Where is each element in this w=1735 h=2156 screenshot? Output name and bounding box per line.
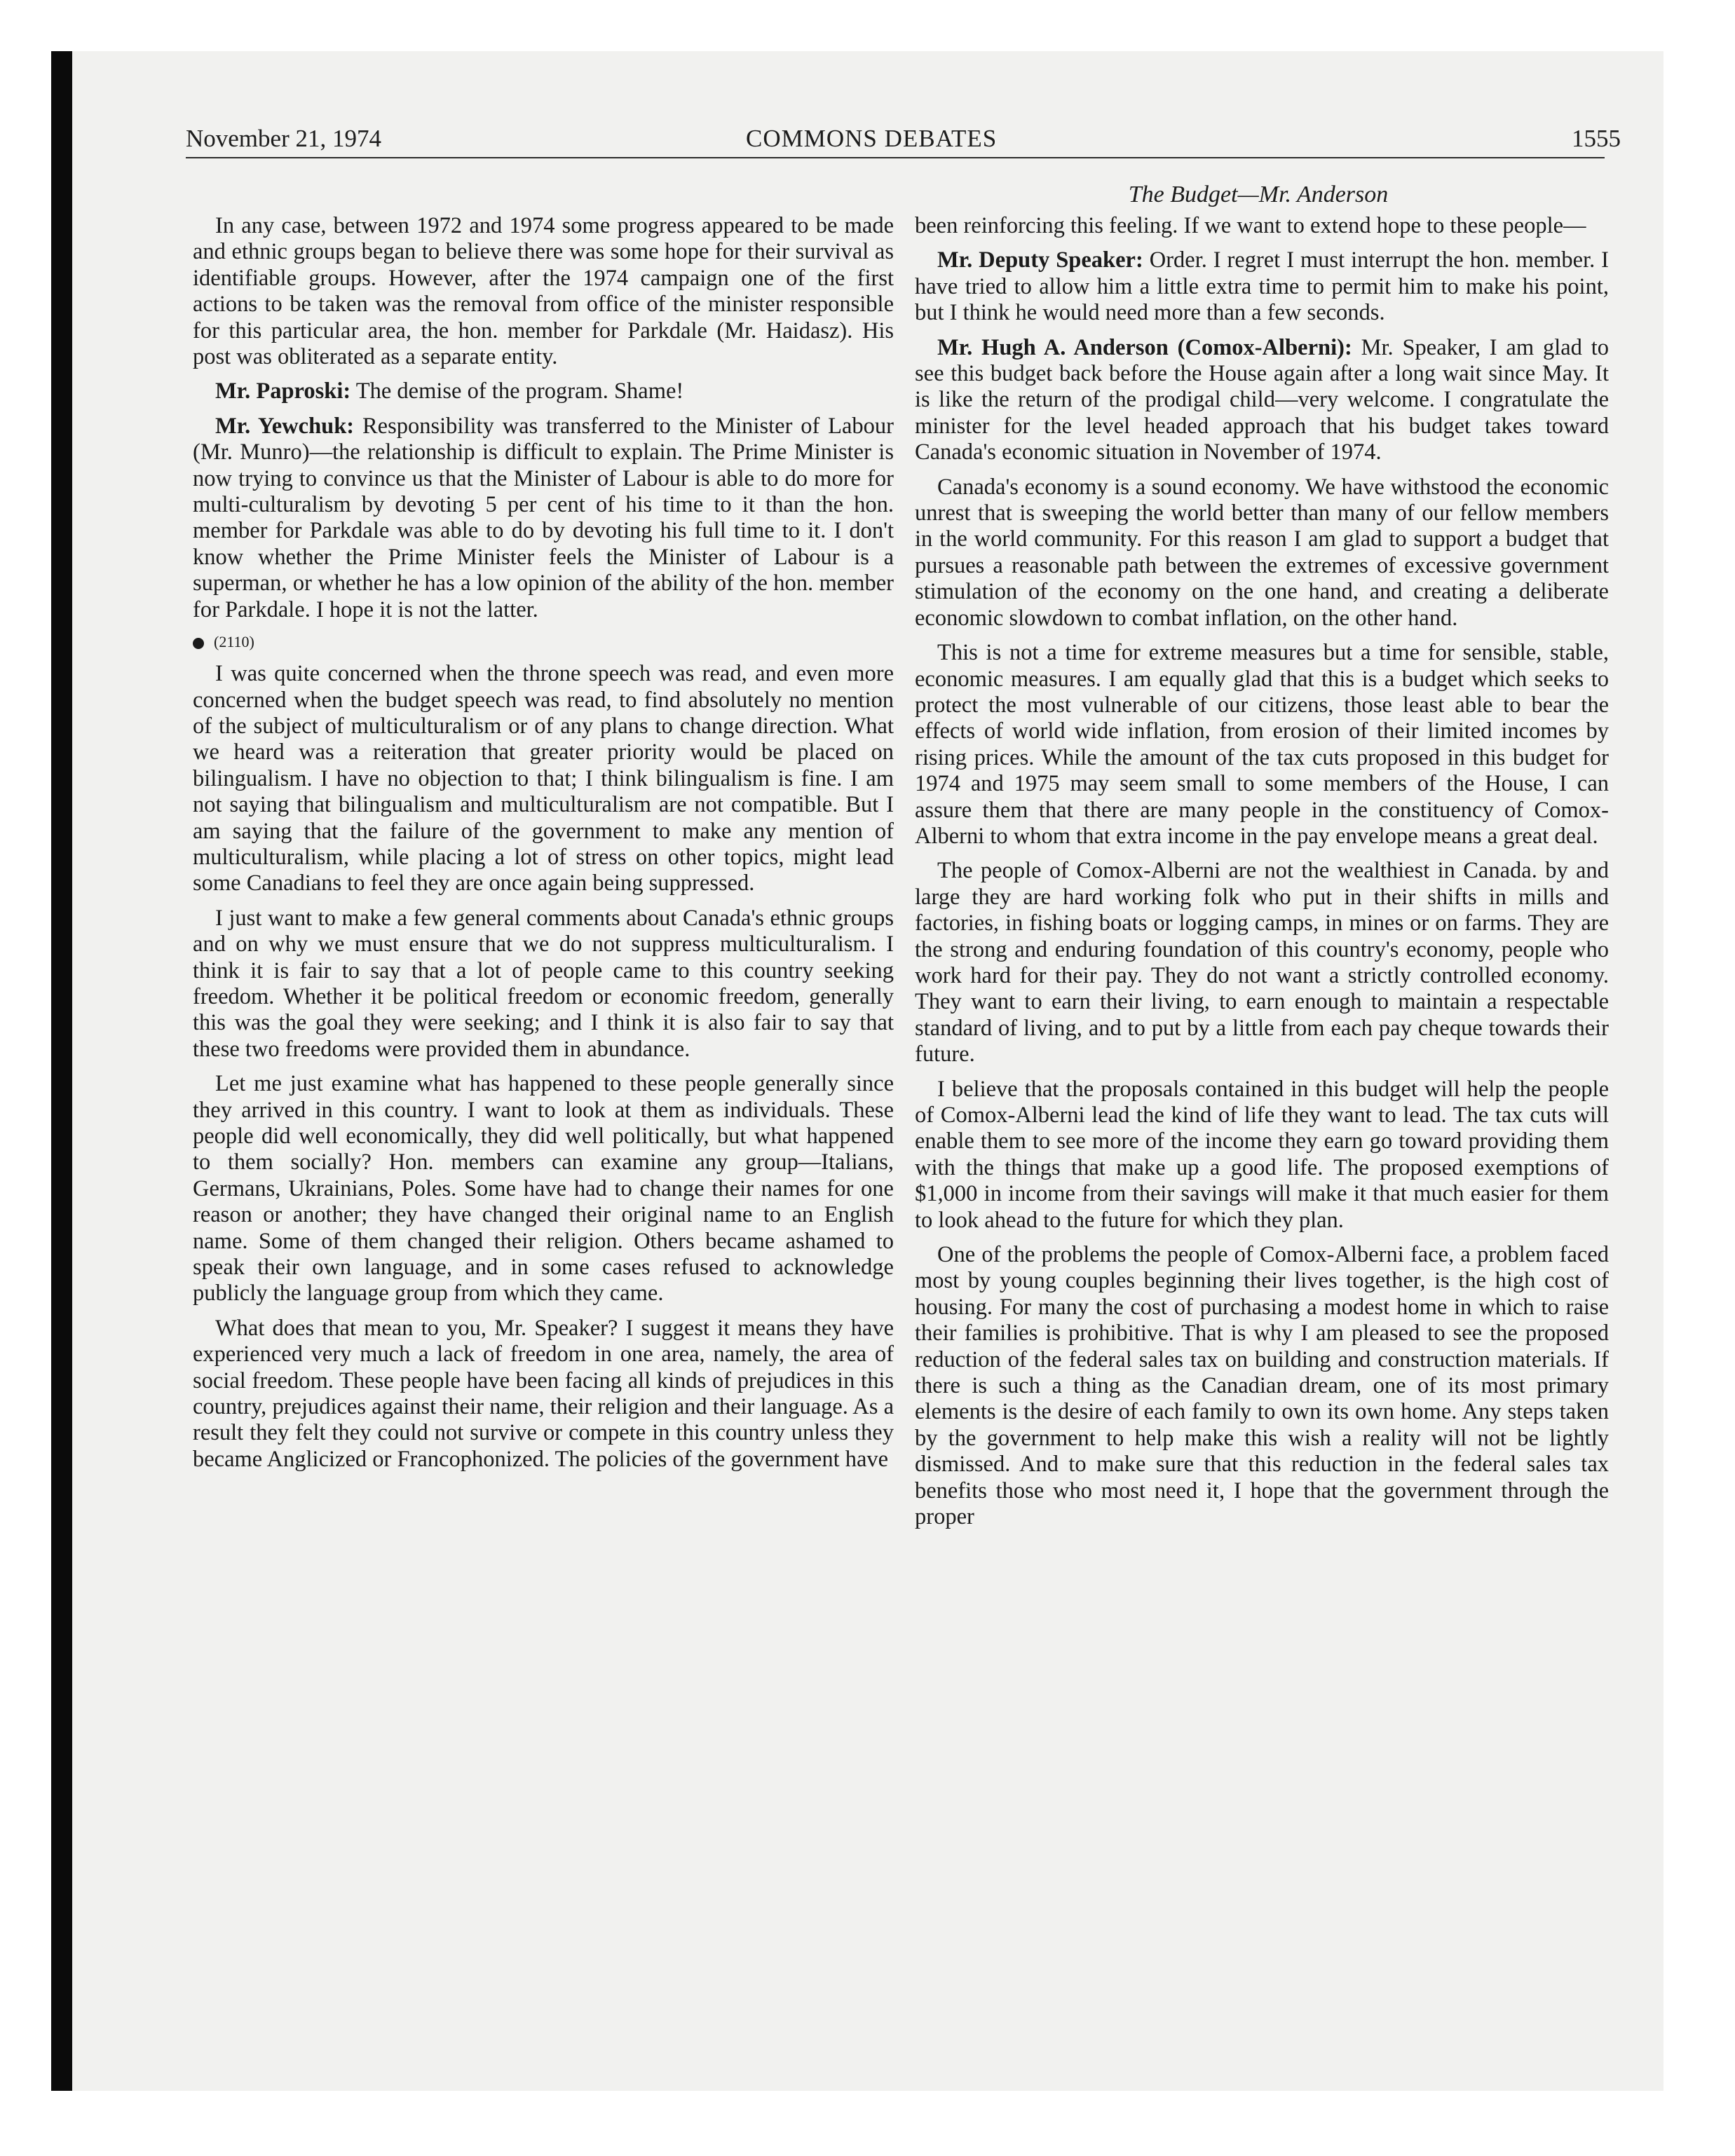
paragraph: What does that mean to you, Mr. Speaker? I suggest it means they have experienced very much a lack of freedom in one area, namely, the area of social freedom. These people have been facing all kinds of prejudices in this country, prejudices against their name, their religion and their language. As a result they felt they could not survive or compete in this country unless they became Anglicized or Francophonized. The policies of the government have bbox=[193, 1315, 894, 1472]
paragraph: One of the problems the people of Comox-Alberni face, a problem faced most by young couples beginning their lives together, is the high cost of housing. For many the cost of purchasing a modest home in which to raise their families is prohibitive. That is why I am pleased to see the proposed reduction of the federal sales tax on building and construction materials. If there is such a thing as the Canadian dream, one of its most primary elements is the desire of each family to own its own home. Any steps taken by the government to help make this wish a reality will not be lightly dismissed. And to make sure that this reduction in the federal sales tax benefits those who most need it, I hope that the government through the proper bbox=[915, 1242, 1609, 1530]
scan-edge-shadow bbox=[51, 51, 72, 2091]
paragraph: This is not a time for extreme measures but a time for sensible, stable, economic measures. I am equally glad that this is a budget which seeks to protect the most vulnerable of our citizens, those least able to bear the effects of world wide inflation, from erosion of their limited incomes by rising prices. While the amount of the tax cuts proposed in this budget for 1974 and 1975 may seem small to some members of the House, I can assure them that there are many people in the constituency of Comox-Alberni to whom that extra income in the pay envelope means a great deal. bbox=[915, 640, 1609, 849]
speaker-name: Mr. Deputy Speaker: bbox=[937, 247, 1143, 273]
paragraph: Let me just examine what has happened to these people generally since they arrived in this country. I want to look at them as individuals. These people did well economically, they did well politically, but what happened to them socially? Hon. members can examine any group—Italians, Germans, Ukrainians, Poles. Some have had to change their names for one reason or another; they have changed their original name to an English name. Some of them changed their religion. Others became ashamed to speak their own language, and in some cases refused to acknowledge publicly the language group from which they came. bbox=[193, 1071, 894, 1306]
header-title: COMMONS DEBATES bbox=[746, 125, 998, 152]
speech-paragraph bbox=[193, 414, 894, 623]
speaker-name: Mr. Paproski: bbox=[215, 378, 351, 404]
speech-paragraph bbox=[915, 247, 1609, 326]
left-column bbox=[193, 213, 894, 1481]
bullet-icon bbox=[193, 638, 204, 649]
page-number: 1555 bbox=[1572, 125, 1621, 152]
section-subheader: The Budget—Mr. Anderson bbox=[1128, 182, 1389, 207]
speaker-name: Mr. Hugh A. Anderson (Comox-Alberni): bbox=[937, 334, 1352, 360]
speech-text: Responsibility was transferred to the Minister of Labour (Mr. Munro)—the relationship is difficult to explain. The Prime Minister is now trying to convince us that the Minister of Labour is able to do more for multi-culturalism by devoting 5 per cent of his time to it than the hon. member for Parkdale was able to do by devoting his full time to it. I don't know whether the Prime Minister feels the Minister of Labour is a superman, or whether he has a low opinion of the ability of the hon. member for Parkdale. I hope it is not the latter. bbox=[193, 413, 894, 622]
paragraph: The people of Comox-Alberni are not the wealthiest in Canada. by and large they are hard working folk who put in their shifts in mills and factories, in fishing boats or logging camps, in mines or on farms. They are the strong and enduring foundation of this country's economy, people who work hard for their pay. They do not want a strictly controlled economy. They want to earn their living, to earn enough to maintain a respectable standard of living, and to put by a little from each pay cheque towards their future. bbox=[915, 858, 1609, 1067]
speech-paragraph bbox=[193, 378, 894, 404]
speech-text: Mr. Speaker, I am glad to see this budget back before the House again after a long wait since May. It is like the return of the prodigal child—very welcome. I congratulate the minister for the level headed approach that his budget takes toward Canada's economic situation in November of 1974. bbox=[915, 334, 1609, 465]
time-marker bbox=[193, 632, 894, 653]
paragraph: I was quite concerned when the throne speech was read, and even more concerned when the budget speech was read, to find absolutely no mention of the subject of multiculturalism or of any plans to change direction. What we heard was a reiteration that greater priority would be placed on bilingualism. I have no objection to that; I think bilingualism is fine. I am not saying that bilingualism and multiculturalism are not compatible. But I am saying that the failure of the government to make any mention of multiculturalism, while placing a lot of stress on other topics, might lead some Canadians to feel they are once again being suppressed. bbox=[193, 661, 894, 896]
speech-text: The demise of the program. Shame! bbox=[355, 378, 684, 404]
time-marker-text: (2110) bbox=[214, 633, 254, 651]
speaker-name: Mr. Yewchuk: bbox=[215, 413, 355, 439]
paragraph: I believe that the proposals contained in this budget will help the people of Comox-Alberni lead the kind of life they want to lead. The tax cuts will enable them to see more of the income they earn go toward providing them with the things that make up a good life. The proposed exemptions of $1,000 in income from their savings will make it that much easier for them to look ahead to the future for which they plan. bbox=[915, 1076, 1609, 1233]
paragraph: I just want to make a few general comments about Canada's ethnic groups and on why we must ensure that we do not suppress multiculturalism. I think it is fair to say that a lot of people came to this country seeking freedom. Whether it be political freedom or economic freedom, generally this was the goal they were seeking; and I think it is also fair to say that these two freedoms were provided them in abundance. bbox=[193, 905, 894, 1062]
paragraph: Canada's economy is a sound economy. We have withstood the economic unrest that is sweeping the world better than many of our fellow members in the world community. For this reason I am glad to support a budget that pursues a reasonable path between the extremes of excessive government stimulation of the economy on the one hand, and creating a deliberate economic slowdown to combat inflation, on the other hand. bbox=[915, 474, 1609, 631]
speech-text: Order. I regret I must interrupt the hon. member. I have tried to allow him a little extra time to permit him to make his point, but I think he would need more than a few seconds. bbox=[915, 247, 1609, 326]
paragraph: been reinforcing this feeling. If we want to extend hope to these people— bbox=[915, 213, 1586, 238]
header-date: November 21, 1974 bbox=[186, 125, 381, 152]
right-column bbox=[915, 213, 1609, 1539]
header-rule bbox=[186, 157, 1605, 158]
paragraph: In any case, between 1972 and 1974 some progress appeared to be made and ethnic groups began to believe there was some hope for their survival as identifiable groups. However, after the 1974 campaign one of the first actions to be taken was the removal from office of the minister responsible for this particular area, the hon. member for Parkdale (Mr. Haidasz). His post was obliterated as a separate entity. bbox=[193, 213, 894, 370]
speech-paragraph bbox=[915, 335, 1609, 466]
